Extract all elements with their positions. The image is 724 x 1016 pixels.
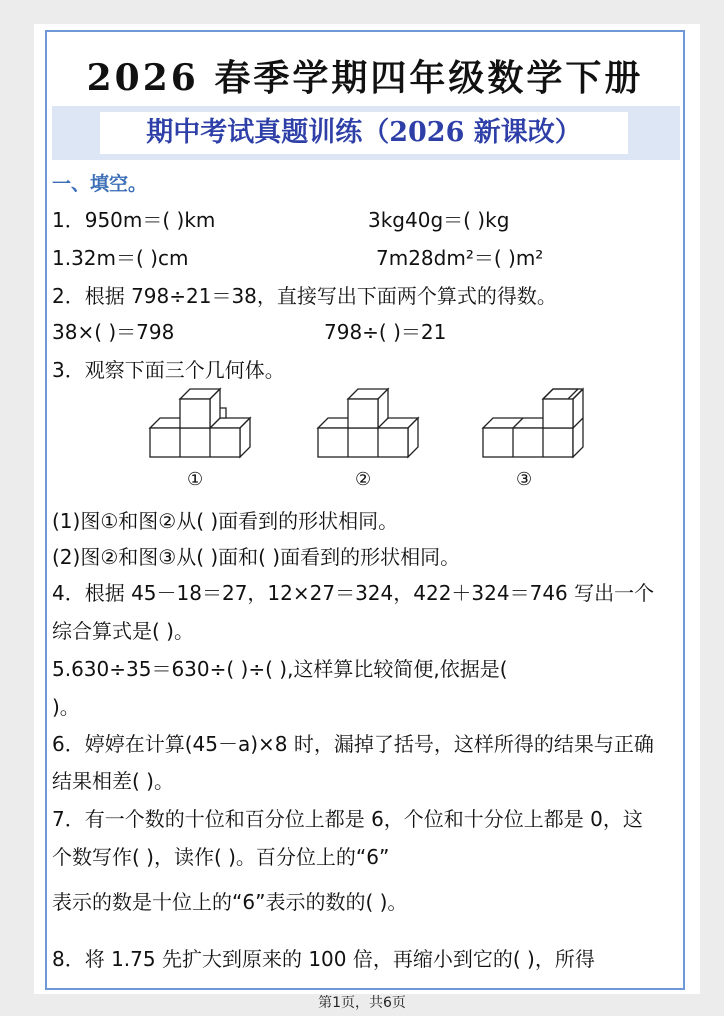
question-6b: 结果相差( )。: [52, 769, 174, 793]
solid-3: [483, 389, 583, 457]
document-subtitle: 期中考试真题训练（2026 新课改）: [100, 112, 628, 154]
question-1a: 1．950m＝( )km: [52, 208, 216, 232]
question-4b: 综合算式是( )。: [52, 619, 194, 643]
figure-label-1: ①: [187, 469, 204, 490]
question-1d: 7m28dm²＝( )m²: [376, 246, 544, 270]
figure-label-3: ③: [516, 469, 533, 490]
page-number: 第1页，共6页: [318, 995, 406, 1011]
question-3: 3．观察下面三个几何体。: [52, 358, 285, 382]
question-1c: 1.32m＝( )cm: [52, 246, 189, 270]
question-6a: 6．婷婷在计算(45－a)×8 时，漏掉了括号，这样所得的结果与正确: [52, 732, 654, 756]
question-1b: 3kg40g＝( )kg: [368, 208, 510, 232]
solid-1: [150, 389, 250, 457]
geometric-solids-figure: [140, 384, 590, 462]
document-title: 2026 春季学期四年级数学下册: [86, 57, 644, 99]
question-4a: 4．根据 45－18＝27，12×27＝324，422＋324＝746 写出一个: [52, 581, 655, 605]
question-2a: 38×( )＝798: [52, 320, 175, 344]
figure-label-2: ②: [355, 469, 372, 490]
solid-2: [318, 389, 418, 457]
section-heading: 一、填空。: [52, 173, 148, 195]
question-8: 8．将 1.75 先扩大到原来的 100 倍，再缩小到它的( )，所得: [52, 947, 595, 971]
question-2b: 798÷( )＝21: [324, 320, 447, 344]
question-7a: 7．有一个数的十位和百分位上都是 6，个位和十分位上都是 0，这: [52, 807, 643, 831]
question-7c: 表示的数是十位上的“6”表示的数的( )。: [52, 890, 408, 914]
question-5a: 5.630÷35＝630÷( )÷( ),这样算比较简便,依据是(: [52, 657, 508, 681]
question-5b: )。: [52, 695, 80, 719]
question-2: 2．根据 798÷21＝38，直接写出下面两个算式的得数。: [52, 284, 557, 308]
question-3-1: (1)图①和图②从( )面看到的形状相同。: [52, 509, 399, 533]
question-3-2: (2)图②和图③从( )面和( )面看到的形状相同。: [52, 545, 461, 569]
question-7b: 个数写作( )，读作( )。百分位上的“6”: [52, 845, 390, 869]
